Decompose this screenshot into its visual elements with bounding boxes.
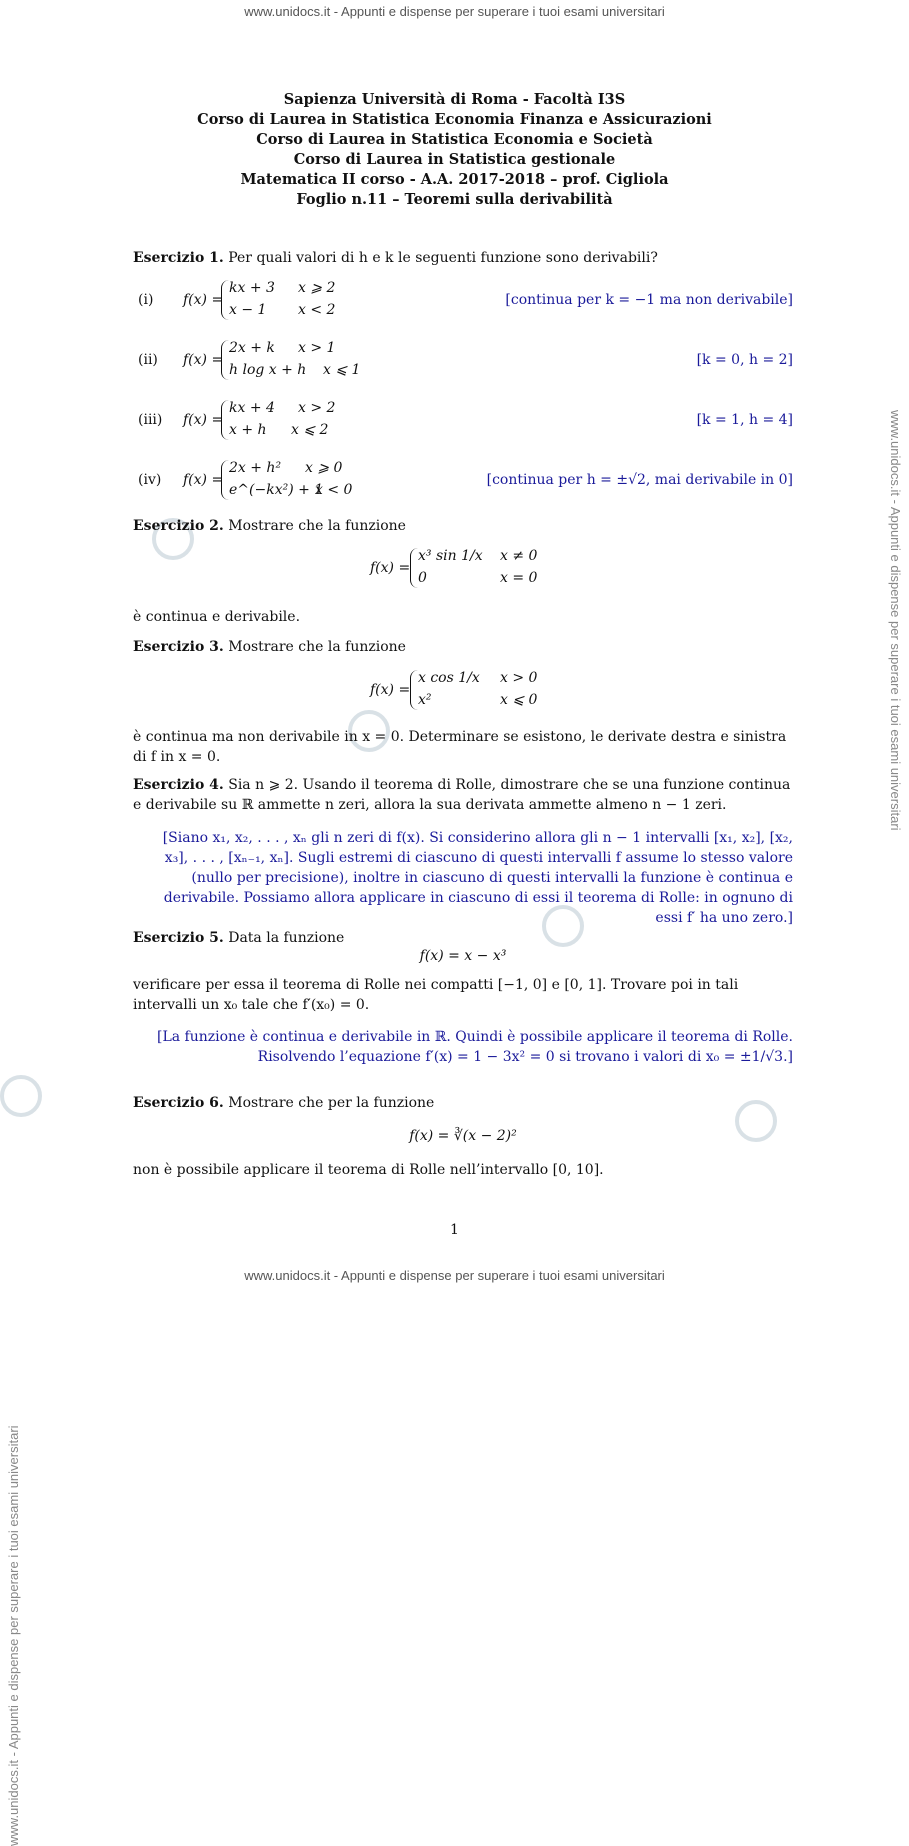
case-2: x − 1 xyxy=(229,302,267,318)
exercise-3-intro xyxy=(133,637,793,657)
condition-2: x ⩽ 0 xyxy=(500,692,538,708)
exercise-3-function xyxy=(370,670,570,714)
exercise-4-answer: [Siano x₁, x₂, . . . , xₙ gli n zeri di f(x). Si considerino allora gli n − 1 intervalli [x₁, x₂], [x₂, x₃], . . . , [xₙ₋₁, xₙ]. Sugli estremi di ciascuno di questi intervalli f assume lo stesso valore (nullo per precisione), inoltre in ciascuno di questi intervalli la funzione è continua e derivabile. Possiamo allora applicare in ciascuno di essi il teorema di Rolle: in ognuno di essi f′ ha uno zero.] xyxy=(162,830,793,926)
function-name: f(x) = xyxy=(183,292,224,308)
exercise-2-intro xyxy=(133,516,793,536)
condition-1: x > 1 xyxy=(298,340,336,356)
exercise-5-intro xyxy=(133,928,793,948)
exercise-1-item-iv xyxy=(133,460,793,504)
header-subject: Matematica II corso - A.A. 2017-2018 – prof. Cigliola xyxy=(240,171,669,188)
answer: [continua per k = −1 ma non derivabile] xyxy=(505,292,793,308)
exercise-2-title: Esercizio 2. xyxy=(133,518,224,534)
function-name: f(x) = xyxy=(370,682,411,698)
case-2: x + h xyxy=(229,422,267,438)
exercise-1-item-i xyxy=(133,280,793,324)
exercise-1-text: Per quali valori di h e k le seguenti funzione sono derivabili? xyxy=(228,250,658,266)
function-name: f(x) = xyxy=(370,560,411,576)
exercise-2-function xyxy=(370,548,570,592)
case-1: kx + 4 xyxy=(229,400,275,416)
exercise-4-title: Esercizio 4. xyxy=(133,777,224,793)
watermark-right: www.unidocs.it - Appunti e dispense per superare i tuoi esami universitari xyxy=(888,410,903,831)
header-course-2: Corso di Laurea in Statistica Economia e Società xyxy=(256,131,653,148)
document-header xyxy=(0,90,909,210)
case-1: x³ sin 1/x xyxy=(418,548,483,564)
case-1: 2x + h² xyxy=(229,460,282,476)
exercise-6-text: Mostrare che per la funzione xyxy=(228,1095,435,1111)
header-course-3: Corso di Laurea in Statistica gestionale xyxy=(293,151,616,168)
case-2: x² xyxy=(418,692,432,708)
answer: [k = 1, h = 4] xyxy=(696,412,793,428)
item-label: (ii) xyxy=(138,352,158,368)
watermark-left: www.unidocs.it - Appunti e dispense per superare i tuoi esami universitari xyxy=(6,1425,21,1846)
condition-1: x ⩾ 2 xyxy=(298,280,336,296)
exercise-1-title: Esercizio 1. xyxy=(133,250,224,266)
watermark-bottom: www.unidocs.it - Appunti e dispense per superare i tuoi esami universitari xyxy=(244,1268,665,1283)
exercise-6-intro xyxy=(133,1093,793,1113)
condition-2: x < 2 xyxy=(298,302,336,318)
exercise-5-answer-line-2: Risolvendo l’equazione f′(x) = 1 − 3x² = 0 si trovano i valori di x₀ = ±1/√3.] xyxy=(257,1049,793,1065)
answer: [continua per h = ±√2, mai derivabile in 0] xyxy=(486,472,793,488)
function-name: f(x) = xyxy=(183,352,224,368)
header-sheet-title: Foglio n.11 – Teoremi sulla derivabilità xyxy=(296,191,613,208)
item-label: (iii) xyxy=(138,412,163,428)
exercise-4-intro xyxy=(133,775,793,815)
exercise-1-intro xyxy=(133,248,793,268)
condition-2: x ⩽ 1 xyxy=(323,362,361,378)
watermark-top: www.unidocs.it - Appunti e dispense per superare i tuoi esami universitari xyxy=(244,4,665,19)
page-number: 1 xyxy=(450,1222,459,1238)
item-label: (i) xyxy=(138,292,154,308)
condition-1: x ⩾ 0 xyxy=(305,460,343,476)
condition-1: x > 2 xyxy=(298,400,336,416)
header-course-1: Corso di Laurea in Statistica Economia Finanza e Assicurazioni xyxy=(197,111,712,128)
condition-1: x ≠ 0 xyxy=(500,548,538,564)
exercise-2-conclusion: è continua e derivabile. xyxy=(133,609,301,625)
exercise-6-formula: f(x) = ∛(x − 2)² xyxy=(409,1128,517,1144)
header-university: Sapienza Università di Roma - Facoltà I3S xyxy=(283,91,626,108)
exercise-3-title: Esercizio 3. xyxy=(133,639,224,655)
case-2: h log x + h xyxy=(229,362,307,378)
answer: [k = 0, h = 2] xyxy=(696,352,793,368)
exercise-4-text: Sia n ⩾ 2. Usando il teorema di Rolle, dimostrare che se una funzione continua e derivabile su ℝ ammette n zeri, allora la sua derivata ammette almeno n − 1 zeri. xyxy=(133,777,791,813)
exercise-5-text: Data la funzione xyxy=(228,930,345,946)
exercise-6-conclusion: non è possibile applicare il teorema di Rolle nell’intervallo [0, 10]. xyxy=(133,1162,604,1178)
function-name: f(x) = xyxy=(183,472,224,488)
case-1: x cos 1/x xyxy=(418,670,480,686)
condition-2: x = 0 xyxy=(500,570,538,586)
exercise-5-answer-line-1: [La funzione è continua e derivabile in ℝ. Quindi è possibile applicare il teorema di Rolle. xyxy=(157,1029,793,1045)
case-2: 0 xyxy=(418,570,427,586)
exercise-5-formula: f(x) = x − x³ xyxy=(419,948,507,964)
condition-2: x < 0 xyxy=(315,482,353,498)
condition-2: x ⩽ 2 xyxy=(291,422,329,438)
exercise-1-item-iii xyxy=(133,400,793,444)
exercise-1-item-ii xyxy=(133,340,793,384)
case-1: kx + 3 xyxy=(229,280,275,296)
exercise-5-title: Esercizio 5. xyxy=(133,930,224,946)
item-label: (iv) xyxy=(138,472,162,488)
case-1: 2x + k xyxy=(229,340,275,356)
case-2: e^(−kx²) + 1 xyxy=(229,482,324,498)
function-name: f(x) = xyxy=(183,412,224,428)
exercise-3-conclusion: è continua ma non derivabile in x = 0. Determinare se esistono, le derivate destra e sinistra di f in x = 0. xyxy=(133,729,787,765)
unidocs-logo-icon xyxy=(0,1075,42,1117)
exercise-5-conclusion: verificare per essa il teorema di Rolle nei compatti [−1, 0] e [0, 1]. Trovare poi in tali intervalli un x₀ tale che f′(x₀) = 0. xyxy=(133,977,739,1013)
condition-1: x > 0 xyxy=(500,670,538,686)
exercise-2-text: Mostrare che la funzione xyxy=(228,518,406,534)
exercise-3-text: Mostrare che la funzione xyxy=(228,639,406,655)
exercise-6-title: Esercizio 6. xyxy=(133,1095,224,1111)
